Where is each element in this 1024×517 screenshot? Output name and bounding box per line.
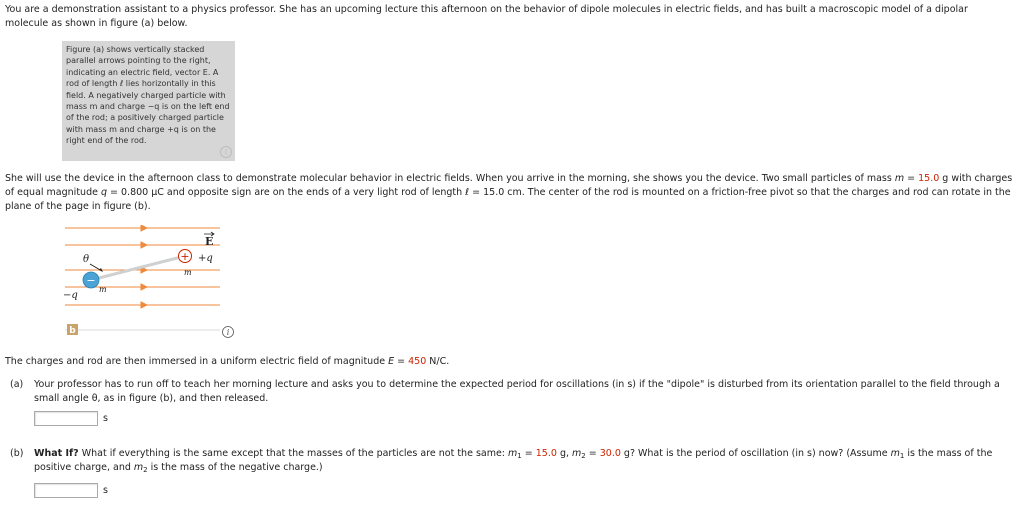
info-icon-glyph: i (226, 328, 230, 337)
figure-b-dipole-diagram (55, 225, 240, 345)
theta-label: θ (83, 254, 90, 265)
part-a-unit: s (103, 413, 108, 424)
part-b-answer-row (34, 483, 108, 498)
minus-q-label: −q (63, 290, 78, 301)
part-a-answer-row (34, 411, 108, 426)
figure-b-badge-label: b (69, 326, 76, 336)
negative-sign: − (86, 274, 96, 287)
field-magnitude: 450 (408, 356, 427, 367)
rod (91, 256, 185, 280)
mass-label-negative: m (99, 285, 107, 294)
part-b-text: What If? What if everything is the same except that the masses of the particles are not the same: $m_1 = 15.0$ g, $m_2 = 30.0$ g? What is the period of oscillation (in s) now? (Assume $m_1$ is the mass of the positive charge, and $m_2$ is the mass of the negative charge.) (34, 448, 993, 474)
figure-a-description (62, 41, 235, 161)
intro-paragraph: You are a demonstration assistant to a physics professor. She has an upcoming lecture this afternoon on the behavior of dipole molecules in electric fields, and has built a macroscopic model of a dipolar molecule as shown in figure (a) below. (5, 4, 968, 29)
device-paragraph: She will use the device in the afternoon class to demonstrate molecular behavior in electric fields. When you arrive in the morning, she shows you the device. Two small particles of mass m = 15.0 g with charges of equal magnitude q = 0.800 μC and opposite sign are on the ends of a very light rod of length ℓ = 15.0 cm. The center of the rod is mounted on a friction-free pivot so that the charges and rod can rotate in the plane of the page in figure (b). (5, 173, 1013, 212)
field-vector-label: E (205, 235, 214, 248)
part-a-answer-input[interactable] (34, 411, 98, 426)
part-a-label: (a) (10, 379, 24, 390)
positive-sign: + (180, 250, 190, 263)
part-a-text: Your professor has to run off to teach her morning lecture and asks you to determine the expected period for oscillations (in s) if the "dipole" is disturbed from its orientation parallel to the field through a small angle θ, as in figure (b), and then released. (34, 379, 1000, 404)
mass-value: 15.0 (918, 173, 940, 184)
part-b-unit: s (103, 485, 108, 496)
part-b-answer-input[interactable] (34, 483, 98, 498)
figure-a-caption: Figure (a) shows vertically stacked parallel arrows pointing to the right, indicating an electric field, vector E. A rod of length ℓ lies horizontally in this field. A negatively charged particle with mass m and charge −q is on the left end of the rod; a positively charged particle with mass m and charge +q is on the right end of the rod. (66, 45, 230, 146)
plus-q-label: +q (198, 253, 213, 264)
part-b-label: (b) (10, 448, 24, 459)
field-paragraph: The charges and rod are then immersed in a uniform electric field of magnitude E = 450 N/C. (5, 356, 450, 367)
mass-label-positive: m (184, 268, 192, 277)
info-icon[interactable]: i (220, 146, 232, 158)
